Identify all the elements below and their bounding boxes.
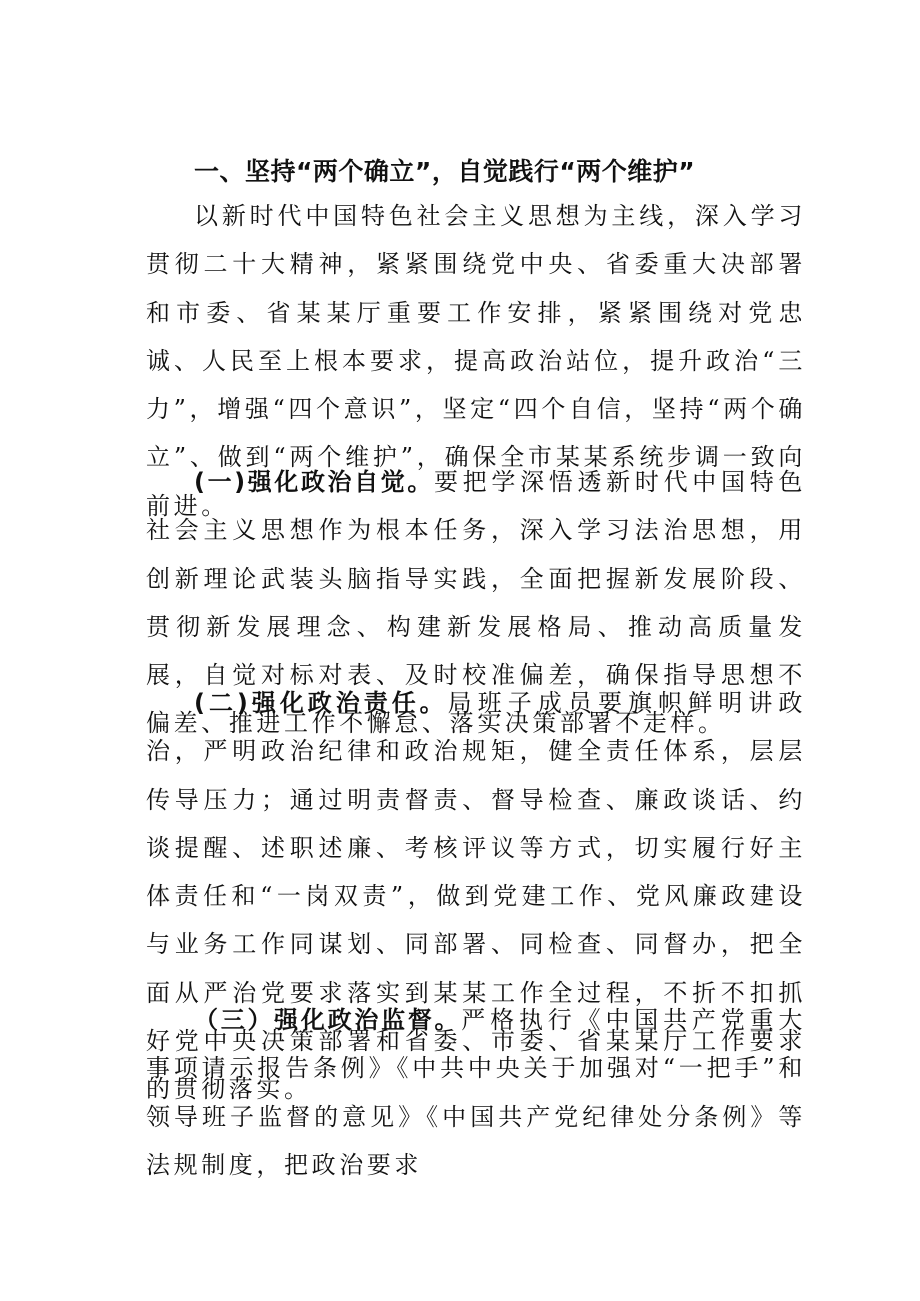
paragraph-lead: (二)强化政治责任。 [194, 689, 448, 717]
paragraph-political-supervision [146, 996, 806, 1189]
paragraph-text: 严格执行《中国共产党重大事项请示报告条例》《中共中央关于加强对“一把手”和领导班子监督的意见》《中国共产党纪律处分条例》等法规制度，把政治要求 [146, 1006, 807, 1179]
paragraph-lead: （三）强化政治监督。 [194, 1006, 462, 1034]
paragraph-text: 要把学深悟透新时代中国特色社会主义思想作为根本任务，深入学习法治思想，用创新理论武装头脑指导实践，全面把握新发展阶段、贯彻新发展理念、构建新发展格局、推动高质量发展，自觉对标对表、及时校准偏差，确保指导思想不偏差、推进工作不懈怠、落实决策部署不走样。 [146, 468, 806, 738]
section-heading: 一、坚持“两个确立”，自觉践行“两个维护” [194, 157, 696, 186]
paragraph-lead: (一)强化政治自觉。 [194, 468, 434, 496]
paragraph-text: 局班子成员要旗帜鲜明讲政治，严明政治纪律和政治规矩，健全责任体系，层层传导压力；通过明责督责、督导检查、廉政谈话、约谈提醒、述职述廉、考核评议等方式，切实履行好主体责任和“一岗双责”，做到党建工作、党风廉政建设与业务工作同谋划、同部署、同检查、同督办，把全面从严治党要求落实到某某工作全过程，不折不扣抓好党中央决策部署和省委、市委、省某某厅工作要求的贯彻落实。 [146, 689, 807, 1104]
paragraph-text: 以新时代中国特色社会主义思想为主线，深入学习贯彻二十大精神，紧紧围绕党中央、省委重大决部署和市委、省某某厅重要工作安排，紧紧围绕对党忠诚、人民至上根本要求，提高政治站位，提升政治“三力”，增强“四个意识”，坚定“四个自信，坚持“两个确立”、做到“两个维护”，确保全市某某系统步调一致向前进。 [146, 202, 806, 520]
